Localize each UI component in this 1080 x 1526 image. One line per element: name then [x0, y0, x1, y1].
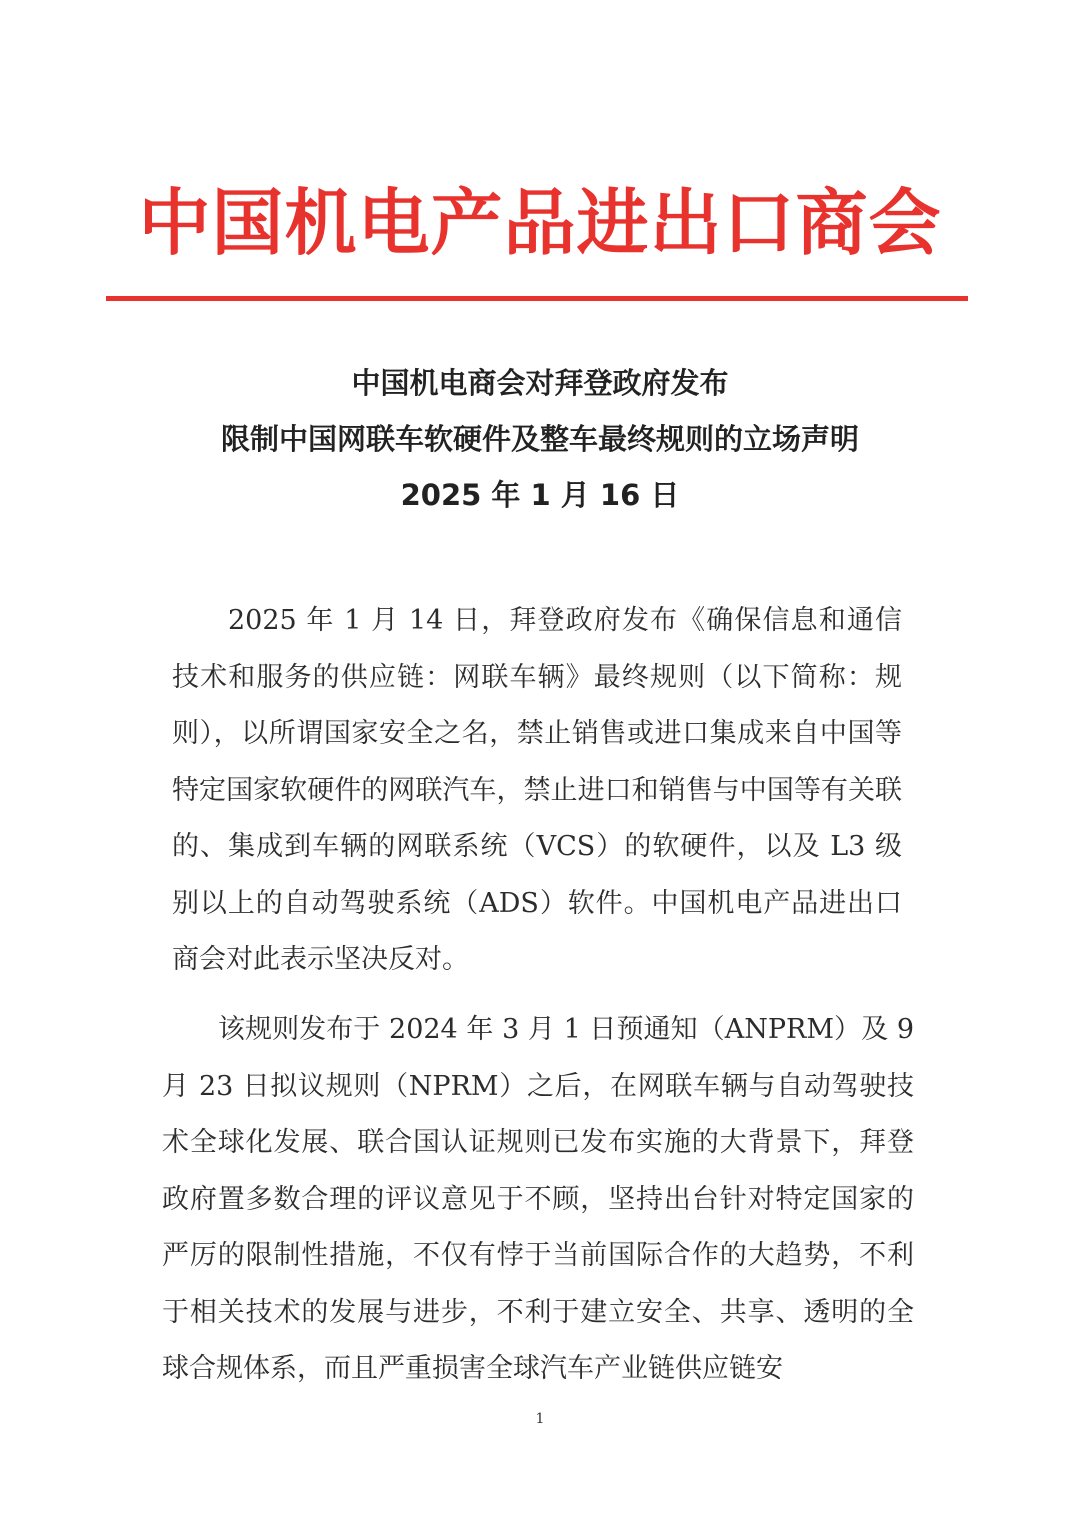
body-paragraph-1: 2025 年 1 月 14 日，拜登政府发布《确保信息和通信技术和服务的供应链：网联车辆》最终规则（以下简称：规则），以所谓国家安全之名，禁止销售或进口集成来自中国等特定国家软硬件的网联汽车，禁止进口和销售与中国等有关联的、集成到车辆的网联系统（VCS）的软硬件，以及 L3 级别以上的自动驾驶系统（ADS）软件。中国机电产品进出口商会对此表示坚决反对。	[172, 605, 902, 975]
letterhead-org-name: 中国机电产品进出口商会	[138, 180, 942, 265]
page-number: 1	[535, 1411, 545, 1427]
statement-date: 2025 年 1 月 16 日	[400, 478, 680, 512]
body-paragraph-2: 该规则发布于 2024 年 3 月 1 日预通知（ANPRM）及 9 月 23 日拟议规则（NPRM）之后，在网联车辆与自动驾驶技术全球化发展、联合国认证规则已发布实施的大背景下，拜登政府置多数合理的评议意见于不顾，坚持出台针对特定国家的严厉的限制性措施，不仅有悖于当前国际合作的大趋势，不利于相关技术的发展与进步，不利于建立安全、共享、透明的全球合规体系，而且严重损害全球汽车产业链供应链安	[162, 1014, 914, 1384]
statement-title-line-1: 中国机电商会对拜登政府发布	[351, 366, 729, 400]
letterhead-red-rule	[106, 296, 968, 301]
statement-title-line-2: 限制中国网联车软硬件及整车最终规则的立场声明	[220, 422, 859, 456]
